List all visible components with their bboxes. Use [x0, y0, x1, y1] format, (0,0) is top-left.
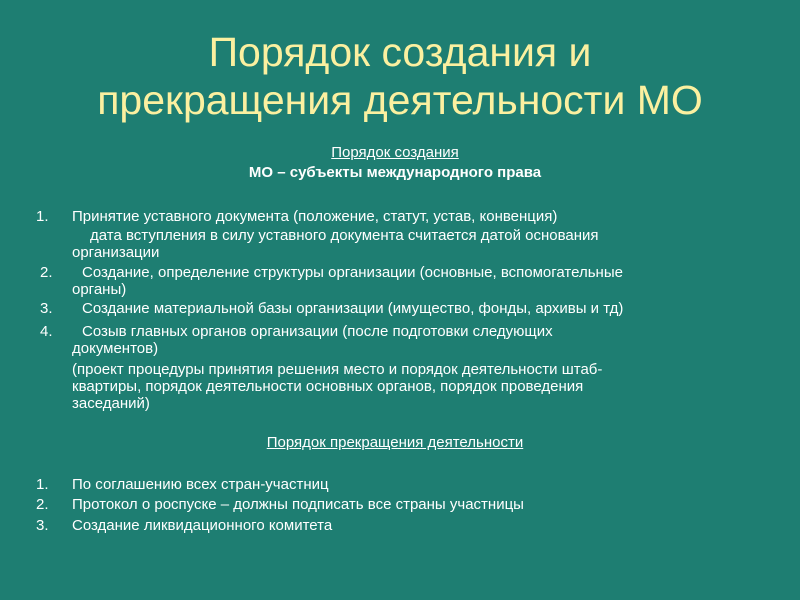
- creation-heading: Порядок создания: [331, 144, 459, 161]
- creation-item-3-number: 3.: [40, 300, 53, 317]
- creation-item-1-text: Принятие уставного документа (положение, статут, устав, конвенция): [72, 208, 558, 225]
- termination-item-2-text: Протокол о роспуске – должны подписать все страны участницы: [72, 496, 524, 513]
- termination-item-1-text: По соглашению всех стран-участниц: [72, 476, 329, 493]
- termination-item-3-text: Создание ликвидационного комитета: [72, 517, 333, 534]
- termination-item-3-number: 3.: [36, 517, 49, 534]
- title-line-2: прекращения деятельности МО: [97, 77, 703, 123]
- creation-item-4-number: 4.: [40, 323, 53, 340]
- creation-item-4-note-line-2: квартиры, порядок деятельности основных органов, порядок проведения: [72, 378, 584, 395]
- termination-heading: Порядок прекращения деятельности: [266, 434, 524, 451]
- termination-item-1-number: 1.: [36, 476, 49, 493]
- slide-title: [0, 28, 800, 124]
- creation-item-2-text-line-2: органы): [72, 281, 127, 298]
- creation-item-3-text: Создание материальной базы организации (имущество, фонды, архивы и тд): [82, 300, 624, 317]
- creation-item-4-text-line-1: Созыв главных органов организации (после подготовки следующих: [82, 323, 553, 340]
- creation-subheading: МО – субъекты международного права: [248, 164, 542, 181]
- creation-item-2-text-line-1: Создание, определение структуры организации (основные, вспомогательные: [82, 264, 623, 281]
- creation-item-4-text-line-2: документов): [72, 340, 159, 357]
- title-line-1: Порядок создания и: [208, 29, 592, 75]
- creation-item-4-note-line-3: заседаний): [72, 395, 150, 412]
- creation-item-4-note-line-1: (проект процедуры принятия решения место и порядок деятельности штаб-: [72, 361, 603, 378]
- creation-item-1-number: 1.: [36, 208, 49, 225]
- termination-item-2-number: 2.: [36, 496, 49, 513]
- creation-item-1-note-line-1: дата вступления в силу уставного документа считается датой основания: [90, 227, 599, 244]
- creation-item-1-note-line-2: организации: [72, 244, 160, 261]
- creation-item-2-number: 2.: [40, 264, 53, 281]
